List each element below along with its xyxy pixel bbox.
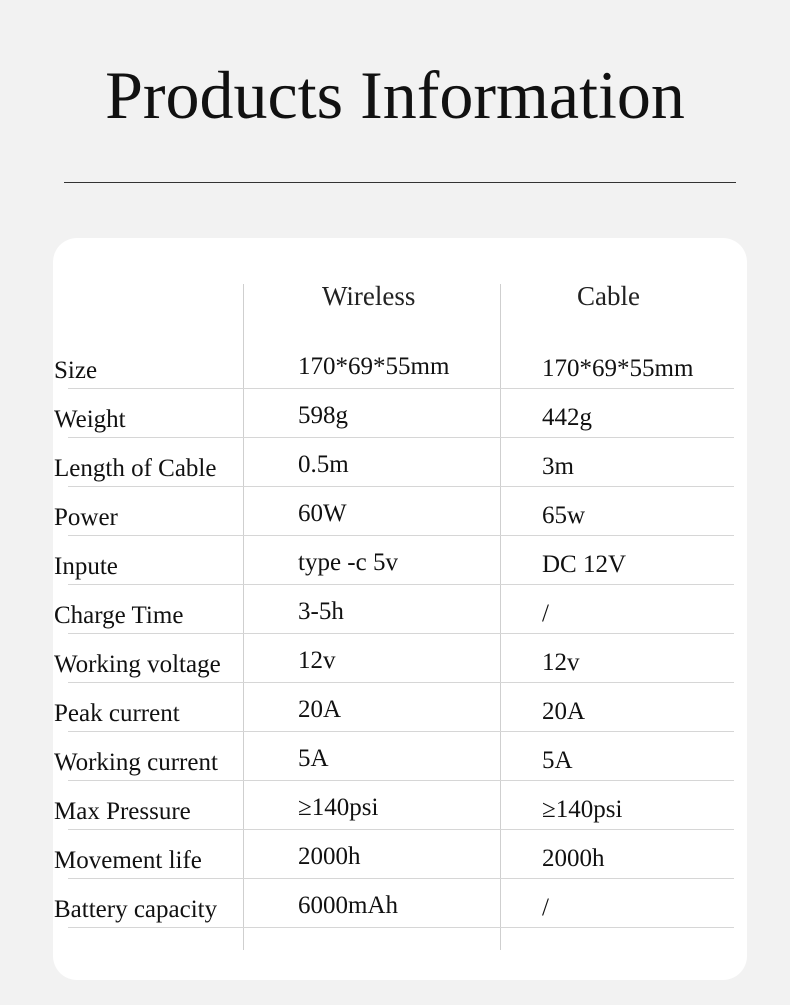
row-divider xyxy=(68,731,734,732)
column-header-wireless: Wireless xyxy=(322,281,416,311)
table-row xyxy=(0,891,790,940)
row-divider xyxy=(68,437,734,438)
cable-value: 442g xyxy=(542,404,592,431)
row-divider xyxy=(68,584,734,585)
title-divider xyxy=(64,182,736,183)
row-label: Movement life xyxy=(54,847,202,874)
cable-value: / xyxy=(542,600,549,627)
cable-value: ≥140psi xyxy=(542,796,623,823)
table-row xyxy=(0,450,790,499)
cable-value: 3m xyxy=(542,453,574,480)
cable-value: 5A xyxy=(542,747,573,774)
row-divider xyxy=(68,927,734,928)
cable-value: DC 12V xyxy=(542,551,627,578)
row-divider xyxy=(68,682,734,683)
row-divider xyxy=(68,388,734,389)
row-divider xyxy=(68,780,734,781)
row-label: Battery capacity xyxy=(54,896,218,923)
row-label: Peak current xyxy=(54,700,180,727)
table-row xyxy=(0,744,790,793)
row-divider xyxy=(68,535,734,536)
row-divider xyxy=(68,878,734,879)
cable-value: 2000h xyxy=(542,845,605,872)
cable-value: 12v xyxy=(542,649,580,676)
wireless-value: 3-5h xyxy=(298,598,344,625)
table-row xyxy=(0,499,790,548)
table-row xyxy=(0,597,790,646)
row-divider xyxy=(68,633,734,634)
wireless-value: type -c 5v xyxy=(298,549,398,576)
cable-value: 20A xyxy=(542,698,586,725)
cable-value: 65w xyxy=(542,502,586,529)
table-row xyxy=(0,548,790,597)
row-label: Size xyxy=(54,357,98,384)
table-row xyxy=(0,842,790,891)
cable-value: / xyxy=(542,894,549,921)
row-label: Charge Time xyxy=(54,602,184,629)
row-label: Power xyxy=(54,504,118,531)
table-row xyxy=(0,646,790,695)
table-row xyxy=(0,401,790,450)
wireless-value: 6000mAh xyxy=(298,892,398,919)
wireless-value: 598g xyxy=(298,402,348,429)
wireless-value: 20A xyxy=(298,696,342,723)
table-row xyxy=(0,352,790,401)
wireless-value: 12v xyxy=(298,647,336,674)
column-header-cable: Cable xyxy=(577,281,640,311)
row-label: Working voltage xyxy=(54,651,221,678)
row-divider xyxy=(68,486,734,487)
wireless-value: 60W xyxy=(298,500,347,527)
wireless-value: 0.5m xyxy=(298,451,349,478)
table-row xyxy=(0,695,790,744)
row-divider xyxy=(68,829,734,830)
row-label: Length of Cable xyxy=(54,455,217,482)
row-label: Inpute xyxy=(54,553,118,580)
row-label: Working current xyxy=(54,749,218,776)
row-label: Max Pressure xyxy=(54,798,191,825)
cable-value: 170*69*55mm xyxy=(542,355,694,382)
wireless-value: ≥140psi xyxy=(298,794,379,821)
table-row xyxy=(0,793,790,842)
page-title: Products Information xyxy=(105,57,685,133)
row-label: Weight xyxy=(54,406,126,433)
wireless-value: 2000h xyxy=(298,843,361,870)
wireless-value: 170*69*55mm xyxy=(298,353,450,380)
wireless-value: 5A xyxy=(298,745,329,772)
